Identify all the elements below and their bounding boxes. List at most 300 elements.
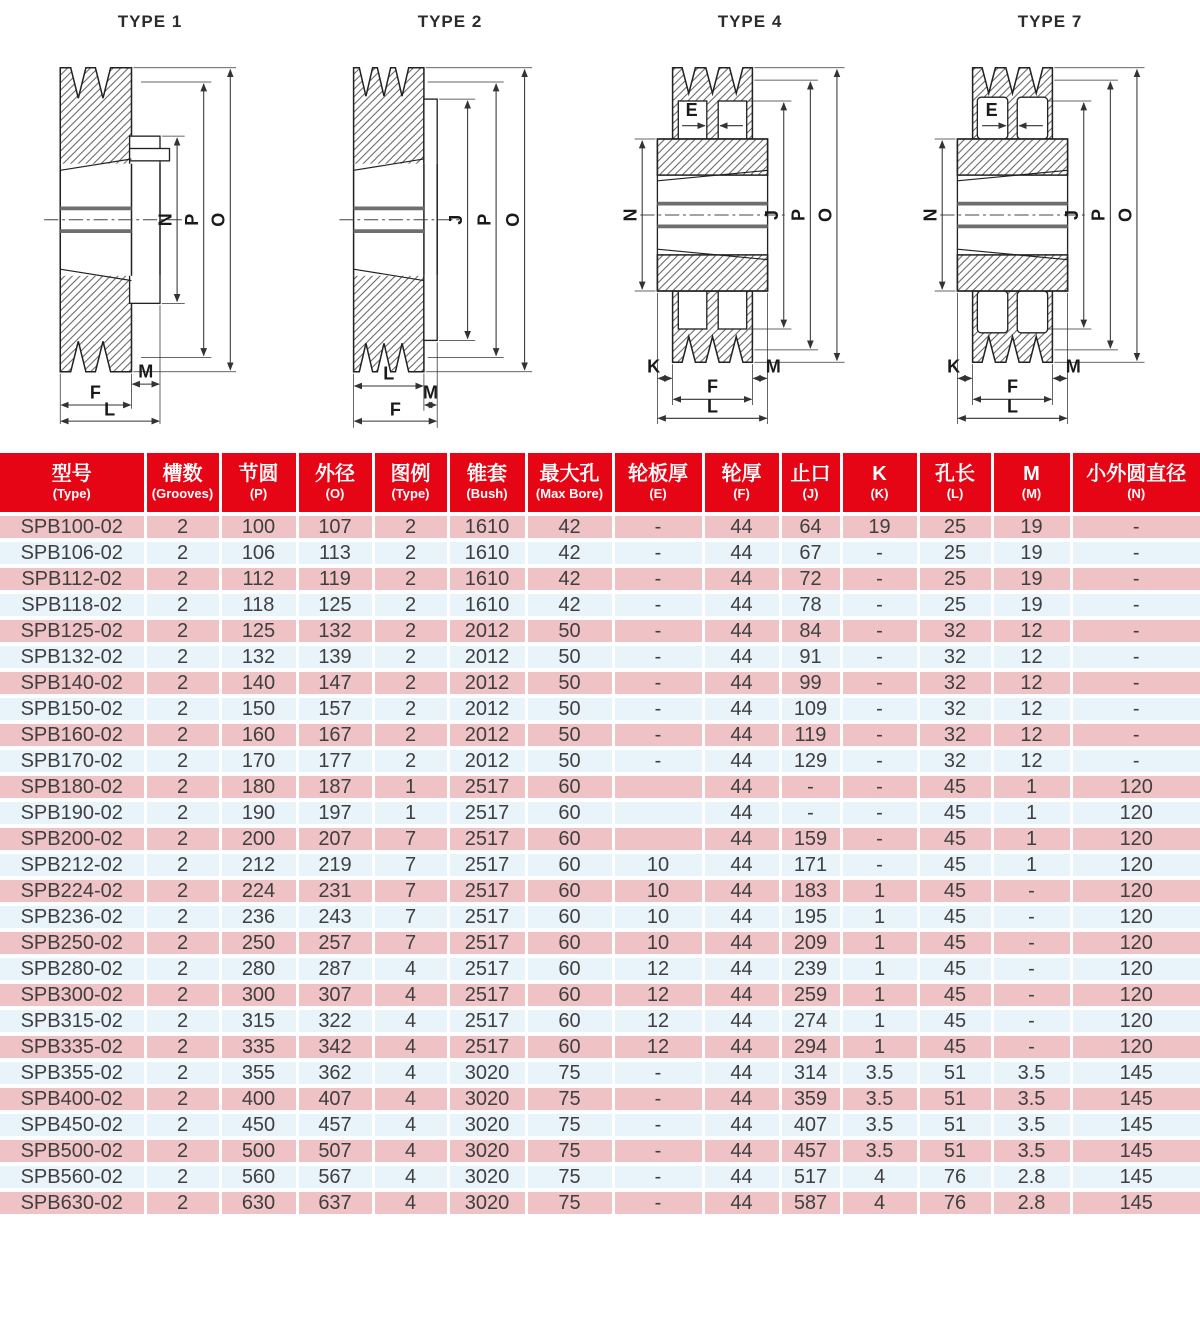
dim-label-f: F [706, 376, 718, 397]
table-cell: 32 [918, 618, 992, 644]
dim-label-j: J [445, 214, 466, 225]
table-cell: 1 [841, 956, 918, 982]
diagram-title: TYPE 4 [717, 12, 783, 31]
table-cell: 132 [297, 618, 373, 644]
table-cell: - [1071, 618, 1200, 644]
table-cell: SPB236-02 [0, 904, 145, 930]
column-header: 轮厚 (F) [703, 453, 780, 514]
table-cell: 25 [918, 566, 992, 592]
table-cell: 274 [780, 1008, 841, 1034]
table-cell: 129 [780, 748, 841, 774]
table-cell: 50 [526, 670, 613, 696]
table-cell: SPB560-02 [0, 1164, 145, 1190]
table-cell: 51 [918, 1138, 992, 1164]
table-cell: 7 [373, 826, 448, 852]
table-cell: 100 [220, 514, 297, 540]
table-cell: 1 [841, 1008, 918, 1034]
table-cell: 32 [918, 722, 992, 748]
table-cell: 145 [1071, 1112, 1200, 1138]
table-cell: - [841, 540, 918, 566]
table-cell: 2 [145, 800, 220, 826]
table-cell: 2517 [448, 1008, 526, 1034]
column-header: 小外圆直径 (N) [1071, 453, 1200, 514]
table-cell: 231 [297, 878, 373, 904]
table-cell: 183 [780, 878, 841, 904]
table-row [0, 514, 1200, 540]
table-cell: - [1071, 514, 1200, 540]
table-row [0, 1060, 1200, 1086]
table-cell: 147 [297, 670, 373, 696]
table-cell: 177 [297, 748, 373, 774]
table-cell: 44 [703, 592, 780, 618]
table-cell: 219 [297, 852, 373, 878]
table-cell: 10 [613, 904, 703, 930]
column-header: 槽数 (Grooves) [145, 453, 220, 514]
table-cell: 1 [841, 930, 918, 956]
table-cell: 44 [703, 852, 780, 878]
table-cell: 145 [1071, 1060, 1200, 1086]
table-cell: 160 [220, 722, 297, 748]
table-cell: 2 [373, 696, 448, 722]
table-row [0, 592, 1200, 618]
table-cell: 2012 [448, 644, 526, 670]
table-cell: 10 [613, 878, 703, 904]
table-cell [613, 826, 703, 852]
table-cell: 314 [780, 1060, 841, 1086]
diagram-type-1 [0, 8, 300, 453]
table-cell: 75 [526, 1190, 613, 1216]
dim-label-e: E [985, 100, 998, 121]
table-cell: 2 [373, 540, 448, 566]
table-cell: 457 [780, 1138, 841, 1164]
table-cell: 60 [526, 800, 613, 826]
table-cell: 75 [526, 1164, 613, 1190]
table-cell: 44 [703, 826, 780, 852]
table-cell: 2012 [448, 748, 526, 774]
table-cell: 637 [297, 1190, 373, 1216]
table-cell: SPB132-02 [0, 644, 145, 670]
table-cell: 1610 [448, 514, 526, 540]
diagram-title: TYPE 1 [117, 12, 183, 31]
table-cell: 4 [373, 1190, 448, 1216]
table-cell: 60 [526, 878, 613, 904]
table-cell: 120 [1071, 930, 1200, 956]
table-cell: - [1071, 592, 1200, 618]
table-cell: 45 [918, 904, 992, 930]
table-cell: 45 [918, 774, 992, 800]
table-cell: SPB140-02 [0, 670, 145, 696]
dim-label-f: F [1006, 376, 1018, 397]
table-cell: 7 [373, 904, 448, 930]
table-cell: 7 [373, 878, 448, 904]
table-cell: - [841, 800, 918, 826]
table-cell: - [613, 566, 703, 592]
dim-label-p: P [788, 208, 809, 222]
table-cell: 2 [145, 904, 220, 930]
table-row [0, 748, 1200, 774]
table-cell: 64 [780, 514, 841, 540]
table-cell: 2 [145, 566, 220, 592]
table-cell: 120 [1071, 1034, 1200, 1060]
table-cell: 10 [613, 852, 703, 878]
diagram-title: TYPE 2 [417, 12, 483, 31]
table-cell: 19 [992, 514, 1071, 540]
table-cell: - [613, 696, 703, 722]
table-cell: 3.5 [841, 1138, 918, 1164]
table-cell: 32 [918, 670, 992, 696]
table-cell: 4 [373, 956, 448, 982]
table-cell: - [613, 514, 703, 540]
table-cell: 25 [918, 592, 992, 618]
table-cell: 78 [780, 592, 841, 618]
table-cell: 2 [373, 618, 448, 644]
table-cell: SPB160-02 [0, 722, 145, 748]
table-cell: 3020 [448, 1164, 526, 1190]
table-row [0, 670, 1200, 696]
table-cell: 294 [780, 1034, 841, 1060]
table-cell: 132 [220, 644, 297, 670]
table-cell: SPB630-02 [0, 1190, 145, 1216]
table-cell: 150 [220, 696, 297, 722]
table-cell: 450 [220, 1112, 297, 1138]
table-cell: 44 [703, 1008, 780, 1034]
table-cell: 120 [1071, 878, 1200, 904]
table-cell: 200 [220, 826, 297, 852]
table-cell: 113 [297, 540, 373, 566]
table-cell: 76 [918, 1190, 992, 1216]
table-cell: 457 [297, 1112, 373, 1138]
table-cell: 12 [613, 982, 703, 1008]
table-cell: SPB106-02 [0, 540, 145, 566]
pulley-cross-section-type-1 [8, 34, 293, 434]
table-cell: 1 [992, 826, 1071, 852]
column-header: 锥套 (Bush) [448, 453, 526, 514]
table-cell: 2 [145, 982, 220, 1008]
table-cell: 4 [373, 1086, 448, 1112]
dim-label-k: K [946, 356, 960, 377]
table-cell: 2012 [448, 696, 526, 722]
table-cell: - [992, 956, 1071, 982]
table-cell: 2.8 [992, 1190, 1071, 1216]
table-cell: 2 [145, 774, 220, 800]
table-cell: SPB190-02 [0, 800, 145, 826]
table-cell: 587 [780, 1190, 841, 1216]
table-row [0, 1190, 1200, 1216]
table-cell: 2012 [448, 722, 526, 748]
diagram-type-4 [600, 8, 900, 453]
table-cell: 1 [373, 774, 448, 800]
table-cell: 12 [613, 1008, 703, 1034]
table-cell: 180 [220, 774, 297, 800]
table-cell: - [613, 1138, 703, 1164]
dim-label-n: N [154, 213, 175, 227]
table-cell: 4 [373, 1138, 448, 1164]
table-cell: 171 [780, 852, 841, 878]
table-cell: 44 [703, 696, 780, 722]
table-cell: 32 [918, 696, 992, 722]
table-cell: SPB400-02 [0, 1086, 145, 1112]
table-row [0, 1008, 1200, 1034]
table-cell: 1610 [448, 592, 526, 618]
table-cell: 120 [1071, 982, 1200, 1008]
table-cell: 560 [220, 1164, 297, 1190]
table-cell: 44 [703, 800, 780, 826]
table-cell: 207 [297, 826, 373, 852]
table-cell: 322 [297, 1008, 373, 1034]
table-row [0, 1034, 1200, 1060]
table-cell: 50 [526, 722, 613, 748]
table-cell: 42 [526, 540, 613, 566]
table-cell: 84 [780, 618, 841, 644]
table-cell: 145 [1071, 1138, 1200, 1164]
column-header: 止口 (J) [780, 453, 841, 514]
dim-label-m: M [422, 382, 438, 403]
table-row [0, 1086, 1200, 1112]
dim-label-p: P [473, 213, 494, 226]
table-cell: 3.5 [841, 1086, 918, 1112]
table-cell: 2 [145, 1190, 220, 1216]
table-cell: 280 [220, 956, 297, 982]
table-cell: 1 [992, 852, 1071, 878]
table-cell: 44 [703, 1060, 780, 1086]
column-header: K (K) [841, 453, 918, 514]
table-cell: 44 [703, 670, 780, 696]
table-cell: 44 [703, 774, 780, 800]
table-cell: - [841, 670, 918, 696]
dim-label-e: E [685, 100, 698, 121]
table-cell: 2 [145, 852, 220, 878]
dim-label-f: F [389, 399, 401, 420]
table-cell: 60 [526, 930, 613, 956]
dim-label-o: O [208, 212, 229, 227]
table-cell: 44 [703, 1164, 780, 1190]
table-cell: SPB500-02 [0, 1138, 145, 1164]
table-cell: 1 [992, 774, 1071, 800]
table-cell: 44 [703, 1034, 780, 1060]
table-cell: - [1071, 722, 1200, 748]
table-cell: 2 [145, 1112, 220, 1138]
table-cell: 1 [841, 1034, 918, 1060]
table-cell: 7 [373, 852, 448, 878]
table-cell: 2517 [448, 1034, 526, 1060]
table-cell: 19 [992, 592, 1071, 618]
table-cell: 44 [703, 1112, 780, 1138]
dim-label-k: K [646, 356, 660, 377]
table-cell: 2 [145, 1086, 220, 1112]
table-cell: 44 [703, 566, 780, 592]
table-cell: 120 [1071, 800, 1200, 826]
column-header: 外径 (O) [297, 453, 373, 514]
table-cell: 3020 [448, 1112, 526, 1138]
table-cell: 3.5 [992, 1112, 1071, 1138]
table-cell: 42 [526, 592, 613, 618]
table-cell: SPB315-02 [0, 1008, 145, 1034]
table-cell: - [613, 1086, 703, 1112]
table-cell: 3020 [448, 1086, 526, 1112]
table-cell: - [841, 618, 918, 644]
table-cell: 2.8 [992, 1164, 1071, 1190]
table-cell: SPB170-02 [0, 748, 145, 774]
dim-label-n: N [620, 208, 640, 222]
table-cell: 50 [526, 644, 613, 670]
table-cell: 60 [526, 852, 613, 878]
table-cell: 355 [220, 1060, 297, 1086]
table-cell: 4 [373, 1060, 448, 1086]
table-cell: - [992, 1008, 1071, 1034]
table-cell: 76 [918, 1164, 992, 1190]
table-cell: 45 [918, 826, 992, 852]
table-cell: SPB100-02 [0, 514, 145, 540]
table-cell: 2 [373, 722, 448, 748]
table-cell: 12 [992, 696, 1071, 722]
table-cell: 2 [145, 1164, 220, 1190]
table-cell: 2 [373, 670, 448, 696]
dim-label-n: N [920, 208, 940, 222]
table-cell: 2 [145, 1060, 220, 1086]
table-cell: 51 [918, 1086, 992, 1112]
table-cell: 51 [918, 1112, 992, 1138]
table-cell: 2 [145, 878, 220, 904]
table-row [0, 904, 1200, 930]
table-cell: SPB125-02 [0, 618, 145, 644]
table-cell: SPB150-02 [0, 696, 145, 722]
table-header-row [0, 453, 1200, 514]
table-cell: - [841, 852, 918, 878]
table-cell: SPB212-02 [0, 852, 145, 878]
table-cell: 45 [918, 956, 992, 982]
table-cell: 32 [918, 748, 992, 774]
table-cell: 44 [703, 540, 780, 566]
table-cell: 75 [526, 1060, 613, 1086]
dim-label-p: P [181, 213, 202, 226]
table-cell: 19 [992, 540, 1071, 566]
table-cell: 2517 [448, 826, 526, 852]
dim-label-l: L [706, 396, 718, 417]
table-cell: - [613, 1190, 703, 1216]
table-cell: 4 [373, 1008, 448, 1034]
dim-label-l: L [382, 363, 394, 384]
table-cell: 140 [220, 670, 297, 696]
table-cell: - [613, 1060, 703, 1086]
table-cell: 1 [992, 800, 1071, 826]
table-row [0, 696, 1200, 722]
table-cell: 44 [703, 1138, 780, 1164]
dim-label-l: L [103, 399, 115, 420]
table-cell: SPB112-02 [0, 566, 145, 592]
table-cell: 32 [918, 644, 992, 670]
table-cell: 72 [780, 566, 841, 592]
table-cell: 91 [780, 644, 841, 670]
table-cell: 159 [780, 826, 841, 852]
table-cell: 44 [703, 930, 780, 956]
table-cell: 2 [145, 1008, 220, 1034]
table-cell: - [841, 566, 918, 592]
table-cell: 2 [145, 696, 220, 722]
table-cell: 236 [220, 904, 297, 930]
table-cell: 51 [918, 1060, 992, 1086]
table-cell: 4 [373, 1164, 448, 1190]
table-cell: 60 [526, 1034, 613, 1060]
table-cell: 139 [297, 644, 373, 670]
table-cell: - [613, 644, 703, 670]
table-row [0, 722, 1200, 748]
table-cell: 60 [526, 1008, 613, 1034]
table-cell: SPB224-02 [0, 878, 145, 904]
table-cell: 109 [780, 696, 841, 722]
table-cell: 125 [220, 618, 297, 644]
table-cell: 307 [297, 982, 373, 1008]
table-row [0, 1138, 1200, 1164]
table-cell: 2 [373, 748, 448, 774]
table-cell: 407 [780, 1112, 841, 1138]
table-cell: 60 [526, 826, 613, 852]
table-cell: - [992, 1034, 1071, 1060]
table-cell: SPB280-02 [0, 956, 145, 982]
table-cell: 50 [526, 618, 613, 644]
dim-label-f: F [89, 382, 101, 403]
table-cell: 75 [526, 1112, 613, 1138]
table-cell: 2012 [448, 670, 526, 696]
table-cell: 120 [1071, 852, 1200, 878]
column-header: 最大孔 (Max Bore) [526, 453, 613, 514]
table-row [0, 1112, 1200, 1138]
table-cell: 12 [992, 644, 1071, 670]
table-cell: 2 [145, 1138, 220, 1164]
table-cell: 12 [992, 748, 1071, 774]
table-cell: SPB250-02 [0, 930, 145, 956]
table-cell: 44 [703, 618, 780, 644]
spec-table [0, 453, 1200, 1218]
table-cell: 2517 [448, 956, 526, 982]
dim-label-p: P [1088, 208, 1109, 222]
dim-label-m: M [765, 356, 781, 377]
table-row [0, 1164, 1200, 1190]
column-header: M (M) [992, 453, 1071, 514]
table-cell: 2517 [448, 800, 526, 826]
table-cell: - [613, 670, 703, 696]
table-cell: 239 [780, 956, 841, 982]
table-cell: 120 [1071, 774, 1200, 800]
table-cell: - [992, 930, 1071, 956]
table-cell: SPB118-02 [0, 592, 145, 618]
table-cell: 243 [297, 904, 373, 930]
table-row [0, 878, 1200, 904]
table-cell: 4 [373, 1112, 448, 1138]
dim-label-o: O [814, 207, 835, 223]
table-cell: 209 [780, 930, 841, 956]
column-header: 孔长 (L) [918, 453, 992, 514]
table-cell: 2 [145, 670, 220, 696]
diagrams-strip [0, 0, 1200, 453]
table-cell: 2517 [448, 852, 526, 878]
table-cell: 400 [220, 1086, 297, 1112]
table-cell: 407 [297, 1086, 373, 1112]
table-cell: 195 [780, 904, 841, 930]
table-cell: SPB450-02 [0, 1112, 145, 1138]
table-cell: 44 [703, 1190, 780, 1216]
table-cell: - [1071, 566, 1200, 592]
table-cell: 3020 [448, 1138, 526, 1164]
table-cell: 45 [918, 1034, 992, 1060]
table-cell: 19 [841, 514, 918, 540]
dim-label-m: M [137, 361, 153, 382]
table-cell: 44 [703, 982, 780, 1008]
table-cell: 3.5 [992, 1086, 1071, 1112]
table-cell: 119 [297, 566, 373, 592]
table-cell: 187 [297, 774, 373, 800]
table-cell: - [992, 878, 1071, 904]
table-cell: - [992, 904, 1071, 930]
